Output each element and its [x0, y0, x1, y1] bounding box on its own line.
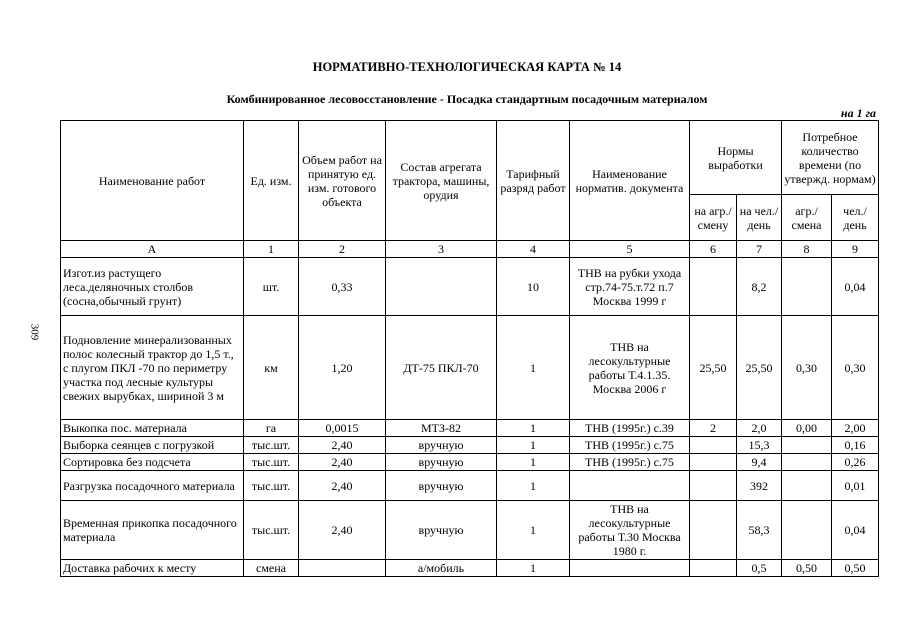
cell-aggregate: а/мобиль	[386, 560, 497, 577]
header-row-1	[61, 121, 879, 195]
cell-document: ТНВ на лесокультурные работы Т.30 Москва 1980 г.	[570, 501, 690, 560]
col-number: 9	[832, 241, 879, 258]
cell-norm-agr	[690, 501, 737, 560]
cell-volume: 2,40	[299, 454, 386, 471]
cell-unit: тыс.шт.	[244, 471, 299, 501]
cell-time-man: 0,30	[832, 316, 879, 420]
cell-document	[570, 471, 690, 501]
cell-document: ТНВ на рубки ухода стр.74-75.т.72 п.7 Москва 1999 г	[570, 258, 690, 316]
cell-aggregate: МТЗ-82	[386, 420, 497, 437]
cell-volume: 0,33	[299, 258, 386, 316]
cell-norm-agr: 2	[690, 420, 737, 437]
cell-name: Подновление минерализованных полос колесный трактор до 1,5 т., с плугом ПКЛ -70 по периметру участка под лесные культуры свежих вырубках, шириной 3 м	[61, 316, 244, 420]
cell-norm-man: 8,2	[737, 258, 782, 316]
col-number: 1	[244, 241, 299, 258]
cell-unit: тыс.шт.	[244, 501, 299, 560]
cell-time-agr	[782, 258, 832, 316]
cell-time-man: 0,50	[832, 560, 879, 577]
cell-volume: 2,40	[299, 471, 386, 501]
cell-aggregate: вручную	[386, 471, 497, 501]
cell-norm-man: 0,5	[737, 560, 782, 577]
cell-norm-agr	[690, 437, 737, 454]
cell-time-agr: 0,30	[782, 316, 832, 420]
col-number: 2	[299, 241, 386, 258]
cell-norm-man: 9,4	[737, 454, 782, 471]
cell-norm-agr	[690, 560, 737, 577]
cell-aggregate	[386, 258, 497, 316]
cell-name: Изгот.из растущего леса.деляночных столбов (сосна,обычный грунт)	[61, 258, 244, 316]
col-number: А	[61, 241, 244, 258]
cell-norm-man: 58,3	[737, 501, 782, 560]
header-aggregate: Состав агрегата трактора, машины, орудия	[386, 121, 497, 241]
header-time-agr: агр./ смена	[782, 195, 832, 241]
cell-aggregate: ДТ-75 ПКЛ-70	[386, 316, 497, 420]
cell-unit: тыс.шт.	[244, 454, 299, 471]
table-row	[61, 454, 879, 471]
header-volume: Объем работ на принятую ед. изм. готового объекта	[299, 121, 386, 241]
cell-grade: 1	[497, 471, 570, 501]
table-row	[61, 560, 879, 577]
cell-norm-man: 25,50	[737, 316, 782, 420]
table-row	[61, 437, 879, 454]
page-subtitle: Комбинированное лесовосстановление - Посадка стандартным посадочным материалом	[226, 92, 708, 106]
cell-name: Разгрузка посадочного материала	[61, 471, 244, 501]
table-row	[61, 316, 879, 420]
cell-document	[570, 560, 690, 577]
cell-norm-man: 392	[737, 471, 782, 501]
cell-norm-agr	[690, 471, 737, 501]
header-name: Наименование работ	[61, 121, 244, 241]
header-document: Наименование норматив. документа	[570, 121, 690, 241]
cell-grade: 1	[497, 316, 570, 420]
col-number: 5	[570, 241, 690, 258]
col-number: 3	[386, 241, 497, 258]
table-row	[61, 501, 879, 560]
cell-document: ТНВ (1995г.) с.75	[570, 454, 690, 471]
table-row	[61, 471, 879, 501]
cell-volume	[299, 560, 386, 577]
cell-unit: га	[244, 420, 299, 437]
header-norms-man: на чел./ день	[737, 195, 782, 241]
cell-time-man: 0,16	[832, 437, 879, 454]
column-number-row	[61, 241, 879, 258]
cell-unit: шт.	[244, 258, 299, 316]
header-grade: Тарифный разряд работ	[497, 121, 570, 241]
cell-unit: смена	[244, 560, 299, 577]
unit-label: на 1 га	[840, 106, 876, 120]
cell-name: Выкопка пос. материала	[61, 420, 244, 437]
cell-time-agr: 0,50	[782, 560, 832, 577]
header-norms: Нормы выработки	[690, 121, 782, 195]
col-number: 8	[782, 241, 832, 258]
table-body	[61, 258, 879, 577]
cell-name: Сортировка без подсчета	[61, 454, 244, 471]
cell-norm-man: 2,0	[737, 420, 782, 437]
cell-name: Доставка рабочих к месту	[61, 560, 244, 577]
cell-aggregate: вручную	[386, 437, 497, 454]
col-number: 6	[690, 241, 737, 258]
cell-norm-agr	[690, 258, 737, 316]
cell-grade: 10	[497, 258, 570, 316]
cell-time-agr	[782, 501, 832, 560]
cell-grade: 1	[497, 420, 570, 437]
cell-time-man: 0,26	[832, 454, 879, 471]
header-time-man: чел./ день	[832, 195, 879, 241]
norm-table	[60, 120, 879, 577]
cell-unit: км	[244, 316, 299, 420]
cell-document: ТНВ (1995г.) с.39	[570, 420, 690, 437]
cell-unit: тыс.шт.	[244, 437, 299, 454]
cell-aggregate: вручную	[386, 454, 497, 471]
cell-aggregate: вручную	[386, 501, 497, 560]
cell-volume: 2,40	[299, 437, 386, 454]
cell-time-agr: 0,00	[782, 420, 832, 437]
cell-time-man: 0,01	[832, 471, 879, 501]
cell-time-man: 0,04	[832, 258, 879, 316]
cell-time-agr	[782, 454, 832, 471]
cell-grade: 1	[497, 454, 570, 471]
col-number: 4	[497, 241, 570, 258]
cell-document: ТНВ на лесокультурные работы Т.4.1.35. Москва 2006 г	[570, 316, 690, 420]
cell-norm-agr: 25,50	[690, 316, 737, 420]
cell-name: Временная прикопка посадочного материала	[61, 501, 244, 560]
page-title: НОРМАТИВНО-ТЕХНОЛОГИЧЕСКАЯ КАРТА № 14	[312, 60, 622, 74]
cell-time-man: 2,00	[832, 420, 879, 437]
cell-norm-agr	[690, 454, 737, 471]
cell-volume: 1,20	[299, 316, 386, 420]
cell-time-agr	[782, 471, 832, 501]
cell-grade: 1	[497, 437, 570, 454]
cell-norm-man: 15,3	[737, 437, 782, 454]
header-unit: Ед. изм.	[244, 121, 299, 241]
cell-grade: 1	[497, 501, 570, 560]
cell-name: Выборка сеянцев с погрузкой	[61, 437, 244, 454]
cell-time-agr	[782, 437, 832, 454]
cell-grade: 1	[497, 560, 570, 577]
page-number: 309	[28, 323, 41, 341]
header-time: Потребное количество времени (по утвержд. нормам)	[782, 121, 879, 195]
cell-volume: 0,0015	[299, 420, 386, 437]
table-row	[61, 420, 879, 437]
cell-document: ТНВ (1995г.) с.75	[570, 437, 690, 454]
col-number: 7	[737, 241, 782, 258]
table-row	[61, 258, 879, 316]
header-norms-agr: на агр./ смену	[690, 195, 737, 241]
cell-volume: 2,40	[299, 501, 386, 560]
cell-time-man: 0,04	[832, 501, 879, 560]
